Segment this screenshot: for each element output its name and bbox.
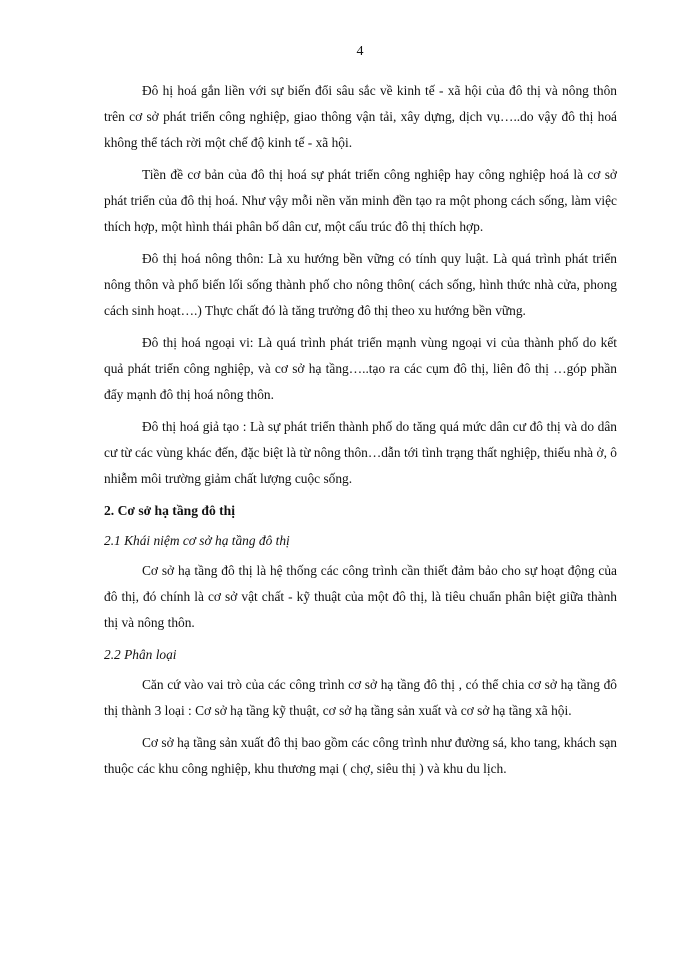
- subsection-heading-concept: 2.1 Khái niệm cơ sở hạ tầng đô thị: [104, 533, 290, 548]
- subsection-heading-classification: 2.2 Phân loại: [104, 647, 177, 662]
- paragraph-peripheral-urbanization: Đô thị hoá ngoại vi: Là quá trình phát triển mạnh vùng ngoại vi của thành phố do kết quả phát triển công nghiệp, và cơ sở hạ tầng…..tạo ra các cụm đô thị, liên đô thị …góp phần đẩy mạnh đô thị hoá nông thôn.: [104, 335, 617, 402]
- paragraph-industrialization-premise: Tiền đề cơ bản của đô thị hoá sự phát triển công nghiệp hay công nghiệp hoá là cơ sở phát triển của đô thị hoá. Như vậy mỗi nền văn minh đền tạo ra một phong cách sống, làm việc thích hợp, một hình thái phân bố dân cư, một cấu trúc đô thị thích hợp.: [104, 167, 617, 234]
- page-content: [104, 78, 617, 788]
- paragraph-infrastructure-concept: Cơ sở hạ tầng đô thị là hệ thống các công trình cần thiết đảm bảo cho sự hoạt động của đô thị, đó chính là cơ sở vật chất - kỹ thuật của một đô thị, là tiêu chuẩn phân biệt giữa thành thị và nông thôn.: [104, 563, 617, 630]
- section-heading-infrastructure: 2. Cơ sở hạ tầng đô thị: [104, 503, 236, 518]
- paragraph-rural-urbanization: Đô thị hoá nông thôn: Là xu hướng bền vững có tính quy luật. Là quá trình phát triển nông thôn và phổ biến lối sống thành phố cho nông thôn( cách sống, hình thức nhà cửa, phong cách sinh hoạt….) Thực chất đó là tăng trưởng đô thị theo xu hướng bền vững.: [104, 251, 617, 318]
- page-number: 4: [356, 44, 364, 59]
- paragraph-false-urbanization: Đô thị hoá giả tạo : Là sự phát triển thành phố do tăng quá mức dân cư đô thị và do dân cư từ các vùng khác đến, đặc biệt là từ nông thôn…dẫn tới tình trạng thất nghiệp, thiếu nhà ở, ô nhiễm môi trường giảm chất lượng cuộc sống.: [104, 419, 617, 486]
- paragraph-production-infrastructure: Cơ sở hạ tầng sản xuất đô thị bao gồm các công trình như đường sá, kho tang, khách sạn thuộc các khu công nghiệp, khu thương mại ( chợ, siêu thị ) và khu du lịch.: [104, 735, 617, 776]
- paragraph-classification: Căn cứ vào vai trò của các công trình cơ sở hạ tầng đô thị , có thể chia cơ sở hạ tầng đô thị thành 3 loại : Cơ sở hạ tầng kỹ thuật, cơ sở hạ tầng sản xuất và cơ sở hạ tầng xã hội.: [104, 677, 617, 718]
- paragraph-urbanization-definition: Đô hị hoá gắn liền với sự biến đổi sâu sắc về kinh tế - xã hội của đô thị và nông thôn trên cơ sở phát triển công nghiệp, giao thông vận tải, xây dựng, dịch vụ…..do vậy đô thị hoá không thể tách rời một chế độ kinh tế - xã hội.: [104, 83, 617, 150]
